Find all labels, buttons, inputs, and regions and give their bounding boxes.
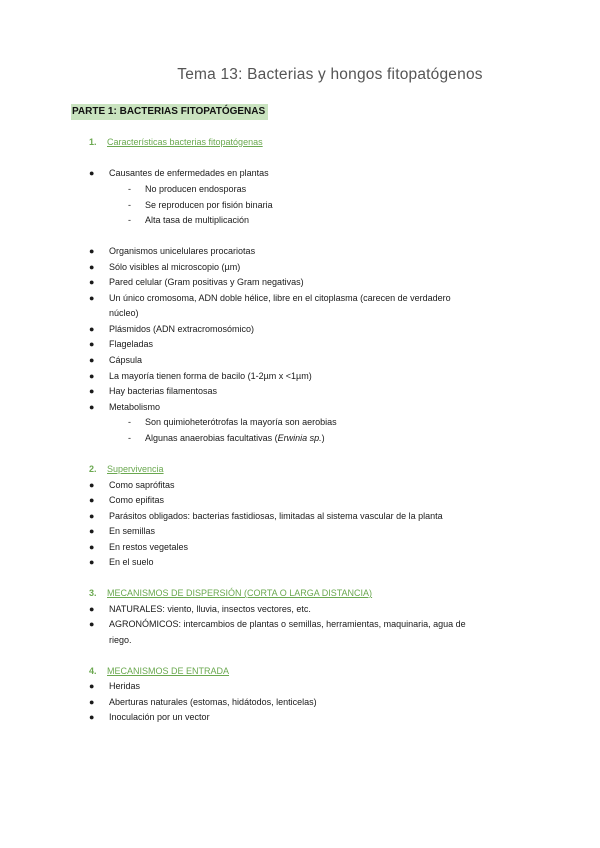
list-item: La mayoría tienen forma de bacilo (1-2µm x <1µm): [109, 371, 312, 381]
bullet: ●: [89, 371, 95, 381]
list-item: Sólo visibles al microscopio (µm): [109, 262, 241, 272]
list-item-continuation: núcleo): [109, 308, 139, 318]
dash: -: [128, 215, 131, 225]
section-heading-3: 3. MECANISMOS DE DISPERSIÓN (CORTA O LARGA DISTANCIA): [89, 588, 373, 598]
list-item: Como saprófitas: [109, 480, 175, 490]
bullet: ●: [89, 619, 95, 629]
list-item: Parásitos obligados: bacterias fastidiosas, limitadas al sistema vascular de la planta: [109, 511, 443, 521]
bullet: ●: [89, 681, 95, 691]
bullet: ●: [89, 386, 95, 396]
bullet: ●: [89, 526, 95, 536]
list-item: Metabolismo: [109, 402, 161, 412]
dash: -: [128, 417, 131, 427]
bullet: ●: [89, 355, 95, 365]
list-item: En el suelo: [109, 557, 154, 567]
bullet: ●: [89, 542, 95, 552]
list-item: Inoculación por un vector: [109, 712, 210, 722]
section-heading-2: 2. Supervivencia: [89, 464, 164, 474]
bullet: ●: [89, 402, 95, 412]
list-item: Causantes de enfermedades en plantas: [109, 168, 269, 178]
list-item: Flageladas: [109, 339, 154, 349]
dash: -: [128, 433, 131, 443]
bullet: ●: [89, 480, 95, 490]
list-item: Como epifitas: [109, 495, 165, 505]
list-item: Cápsula: [109, 355, 143, 365]
bullet: ●: [89, 293, 95, 303]
list-item: Organismos unicelulares procariotas: [109, 246, 256, 256]
list-item: NATURALES: viento, lluvia, insectos vectores, etc.: [109, 604, 311, 614]
bullet: ●: [89, 495, 95, 505]
dash: -: [128, 200, 131, 210]
bullet: ●: [89, 712, 95, 722]
bullet: ●: [89, 339, 95, 349]
bullet: ●: [89, 246, 95, 256]
bullet: ●: [89, 324, 95, 334]
sub-list-item: Son quimioheterótrofas la mayoría son aerobias: [145, 417, 337, 427]
sub-list-item: No producen endosporas: [145, 184, 247, 194]
list-item: En semillas: [109, 526, 156, 536]
list-item: Pared celular (Gram positivas y Gram negativas): [109, 277, 304, 287]
list-item: Hay bacterias filamentosas: [109, 386, 218, 396]
list-item: AGRONÓMICOS: intercambios de plantas o semillas, herramientas, maquinaria, agua de: [109, 619, 466, 629]
dash: -: [128, 184, 131, 194]
list-item: En restos vegetales: [109, 542, 189, 552]
part-heading: PARTE 1: BACTERIAS FITOPATÓGENAS: [71, 104, 268, 120]
sub-list-item: Se reproducen por fisión binaria: [145, 200, 273, 210]
bullet: ●: [89, 557, 95, 567]
bullet: ●: [89, 168, 95, 178]
sub-list-item: Algunas anaerobias facultativas (Erwinia sp.): [145, 433, 325, 443]
list-item: Heridas: [109, 681, 141, 691]
list-item: Plásmidos (ADN extracromosómico): [109, 324, 255, 334]
document-title: Tema 13: Bacterias y hongos fitopatógenos: [177, 66, 483, 83]
bullet: ●: [89, 277, 95, 287]
list-item: Un único cromosoma, ADN doble hélice, libre en el citoplasma (carecen de verdadero: [109, 293, 451, 303]
sub-list-item: Alta tasa de multiplicación: [145, 215, 250, 225]
species-name: Erwinia sp.: [277, 433, 322, 443]
list-item: Aberturas naturales (estomas, hidátodos, lenticelas): [109, 697, 317, 707]
list-item-continuation: riego.: [109, 635, 132, 645]
bullet: ●: [89, 262, 95, 272]
bullet: ●: [89, 511, 95, 521]
section-heading-4: 4. MECANISMOS DE ENTRADA: [89, 666, 230, 676]
bullet: ●: [89, 604, 95, 614]
bullet: ●: [89, 697, 95, 707]
section-heading-1: 1. Características bacterias fitopatógenas: [89, 137, 263, 147]
